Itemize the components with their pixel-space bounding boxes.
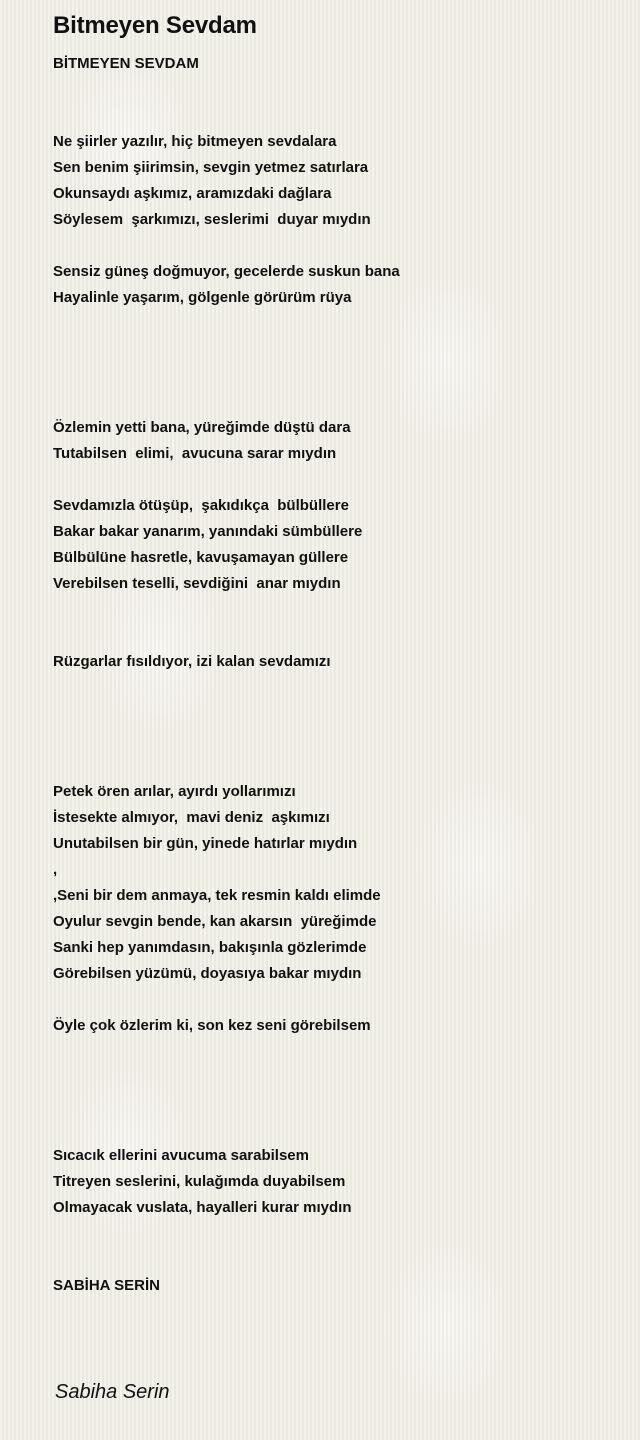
poem-line: , [53, 861, 58, 878]
poem-line: ,Seni bir dem anmaya, tek resmin kaldı elimde [53, 887, 381, 904]
poem-blank-line [53, 1247, 613, 1273]
poem-blank-line [53, 311, 613, 337]
poem-blank-line [53, 363, 613, 389]
poem-line: Özlemin yetti bana, yüreğimde düştü dara [53, 419, 351, 436]
poem-blank-line [53, 753, 613, 779]
poem-blank-line [53, 1221, 613, 1247]
poem-line: Olmayacak vuslata, hayalleri kurar mıydın [53, 1199, 352, 1216]
poem-body [53, 51, 613, 1299]
poem-line: Görebilsen yüzümü, doyasıya bakar mıydın [53, 965, 362, 982]
poem-line: Titreyen seslerini, kulağımda duyabilsem [53, 1173, 346, 1190]
poem-line: SABİHA SERİN [53, 1277, 160, 1294]
poem-line: Sevdamızla ötüşüp, şakıdıkça bülbüllere [53, 497, 349, 514]
poem-line: Bülbülüne hasretle, kavuşamayan güllere [53, 549, 349, 566]
poem-blank-line [53, 623, 613, 649]
poem-line: Öyle çok özlerim ki, son kez seni görebilsem [53, 1017, 371, 1034]
page-title: Bitmeyen Sevdam [53, 12, 257, 39]
poem-line: Sensiz güneş doğmuyor, gecelerde suskun bana [53, 263, 400, 280]
poem-blank-line [53, 597, 613, 623]
poem-line: BİTMEYEN SEVDAM [53, 55, 199, 72]
poem-line: Sanki hep yanımdasın, bakışınla gözlerimde [53, 939, 367, 956]
poem-line: Unutabilsen bir gün, yinede hatırlar mıydın [53, 835, 358, 852]
poem-blank-line [53, 675, 613, 701]
poem-blank-line [53, 701, 613, 727]
poem-blank-line [53, 1091, 613, 1117]
poem-line: Hayalinle yaşarım, gölgenle görürüm rüya [53, 289, 352, 306]
poem-blank-line [53, 987, 613, 1013]
poem-blank-line [53, 337, 613, 363]
poem-blank-line [53, 1039, 613, 1065]
poem-line: Tutabilsen elimi, avucuna sarar mıydın [53, 445, 337, 462]
poem-line: İstesekte almıyor, mavi deniz aşkımızı [53, 809, 330, 826]
poem-line: Petek ören arılar, ayırdı yollarımızı [53, 783, 296, 800]
poem-line: Rüzgarlar fısıldıyor, izi kalan sevdamızı [53, 653, 331, 670]
poem-line: Ne şiirler yazılır, hiç bitmeyen sevdalara [53, 133, 337, 150]
poem-blank-line [53, 233, 613, 259]
poem-line: Sen benim şiirimsin, sevgin yetmez satırlara [53, 159, 369, 176]
poem-blank-line [53, 77, 613, 103]
poem-line: Oyulur sevgin bende, kan akarsın yüreğimde [53, 913, 377, 930]
poem-line: Verebilsen teselli, sevdiğini anar mıydın [53, 575, 341, 592]
poem-blank-line [53, 1117, 613, 1143]
poem-line: Sıcacık ellerini avucuma sarabilsem [53, 1147, 309, 1164]
poem-line: Söylesem şarkımızı, seslerimi duyar mıydın [53, 211, 371, 228]
author-signature: Sabiha Serin [55, 1381, 170, 1403]
poem-line: Okunsaydı aşkımız, aramızdaki dağlara [53, 185, 332, 202]
poem-line: Bakar bakar yanarım, yanındaki sümbüllere [53, 523, 363, 540]
poem-blank-line [53, 1065, 613, 1091]
poem-blank-line [53, 727, 613, 753]
poem-blank-line [53, 389, 613, 415]
poem-blank-line [53, 103, 613, 129]
poem-blank-line [53, 467, 613, 493]
